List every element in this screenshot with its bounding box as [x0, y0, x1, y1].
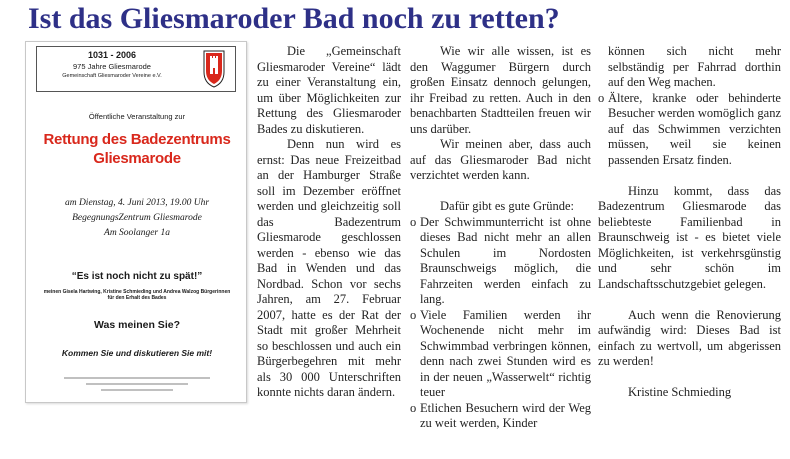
list-item-text: Viele Familien werden ihr Wochenende nicht mehr im Schwimmbad verbringen können, denn nach zwei Stunden wird es in der neuen „Wasserwelt“ richtig teuer — [420, 307, 591, 399]
article-headline: Ist das Gliesmaroder Bad noch zu retten? — [28, 2, 560, 35]
list-item — [598, 91, 781, 169]
flyer-contact-block — [56, 375, 218, 395]
flyer-title-line1: Rettung des Badezentrums — [43, 131, 231, 148]
spacer — [598, 292, 781, 308]
author-signature: Kristine Schmieding — [628, 385, 732, 399]
flyer-public-event: Öffentliche Veranstaltung zur — [88, 112, 186, 121]
event-flyer — [25, 41, 247, 403]
list-item-text: Ältere, kranke oder behinderte Besucher werden womöglich ganz auf das Schwimmen verzichten müssen, weil sie keinen passenden Ersatz finden. — [608, 90, 781, 167]
paragraph: Wie wir alle wissen, ist es den Waggumer Bürgern durch großen Einsatz dennoch gelungen, ihr Freibad zu retten. Auch in den benachbarten Stadtteilen freuen wir uns darüber. — [410, 44, 591, 136]
article-column-3 — [598, 44, 781, 401]
article-column-2 — [410, 44, 591, 432]
flyer-header-box — [36, 46, 236, 92]
bullet-icon: o — [410, 307, 417, 322]
flyer-place: BegegnungsZentrum Gliesmarode — [72, 213, 202, 223]
paragraph: Denn nun wird es ernst: Das neue Freizeitbad an der Hamburger Straße soll im Dezember eröffnet werden und gleichzeitig soll das Badezentrum Gliesmarode geschlossen werden - ebenso wie das Bad in Wenden und das Nordbad. Schon vor sechs Jahren, am 27. Februar 2007, hatte es der Rat der Stadt mit großer Mehrheit so beschlossen und auch ein Bürgerbegehren mit mehr als 30 000 Unterschriften konnte nichts daran ändern. — [257, 137, 401, 399]
flyer-contact-lines — [56, 375, 218, 393]
flyer-question: Was meinen Sie? — [94, 319, 180, 331]
bullet-icon: o — [598, 90, 605, 105]
article-column-1 — [257, 44, 401, 401]
paragraph: können sich nicht mehr selbständig per Fahrrad dorthin auf den Weg machen. — [608, 44, 781, 89]
paragraph: Auch wenn die Renovierung aufwändig wird: Dieses Bad ist einfach zu wertvoll, um abgerissen zu werden! — [598, 307, 781, 368]
list-item — [410, 308, 591, 401]
flyer-anniversary: 975 Jahre Gliesmarode — [73, 62, 151, 71]
flyer-street: Am Soolanger 1a — [104, 228, 170, 238]
list-item-text: Der Schwimmunterricht ist ohne dieses Bad nicht mehr an allen Schulen im Nordosten Braunschweigs möglich, die Fahrzeiten werden einfach zu lang. — [420, 214, 591, 306]
flyer-slogan: “Es ist noch nicht zu spät!” — [71, 271, 203, 282]
flyer-date: am Dienstag, 4. Juni 2013, 19.00 Uhr — [64, 198, 210, 208]
spacer — [410, 184, 591, 200]
bullet-icon: o — [410, 400, 417, 415]
coat-of-arms-icon — [203, 50, 225, 88]
flyer-years: 1031 - 2006 — [87, 50, 137, 60]
flyer-invite: Kommen Sie und diskutieren Sie mit! — [61, 348, 213, 358]
bullet-icon: o — [410, 214, 417, 229]
paragraph: Dafür gibt es gute Gründe: — [440, 199, 574, 213]
flyer-association: Gemeinschaft Gliesmaroder Vereine e.V. — [62, 73, 162, 79]
paragraph: Die „Gemeinschaft Gliesmaroder Vereine“ lädt zu einer Veranstaltung ein, um über Möglichkeiten zur Rettung des Gliesmaroder Bades zu diskutieren. — [257, 44, 401, 136]
list-item-text: Etlichen Besuchern wird der Weg zu weit werden, Kinder — [420, 400, 591, 430]
flyer-names: meinen Gisela Hartwing, Kristine Schmieding und Andrea Walzog Bürgerinnen für den Erhalt des Bades — [43, 289, 231, 301]
list-item — [410, 215, 591, 308]
paragraph: Hinzu kommt, dass das Badezentrum Gliesmarode das beliebteste Familienbad in Braunschweig ist - es bietet viele Möglichkeiten, ist verkehrsgünstig und sehr schön im Landschaftsschutzgebiet gelegen. — [598, 183, 781, 291]
flyer-title-line2: Gliesmarode — [93, 150, 181, 167]
spacer — [598, 370, 781, 386]
spacer — [598, 168, 781, 184]
paragraph: Wir meinen aber, dass auch auf das Gliesmaroder Bad nicht verzichtet werden kann. — [410, 137, 591, 182]
flyer-title — [26, 130, 248, 168]
list-item — [410, 401, 591, 432]
